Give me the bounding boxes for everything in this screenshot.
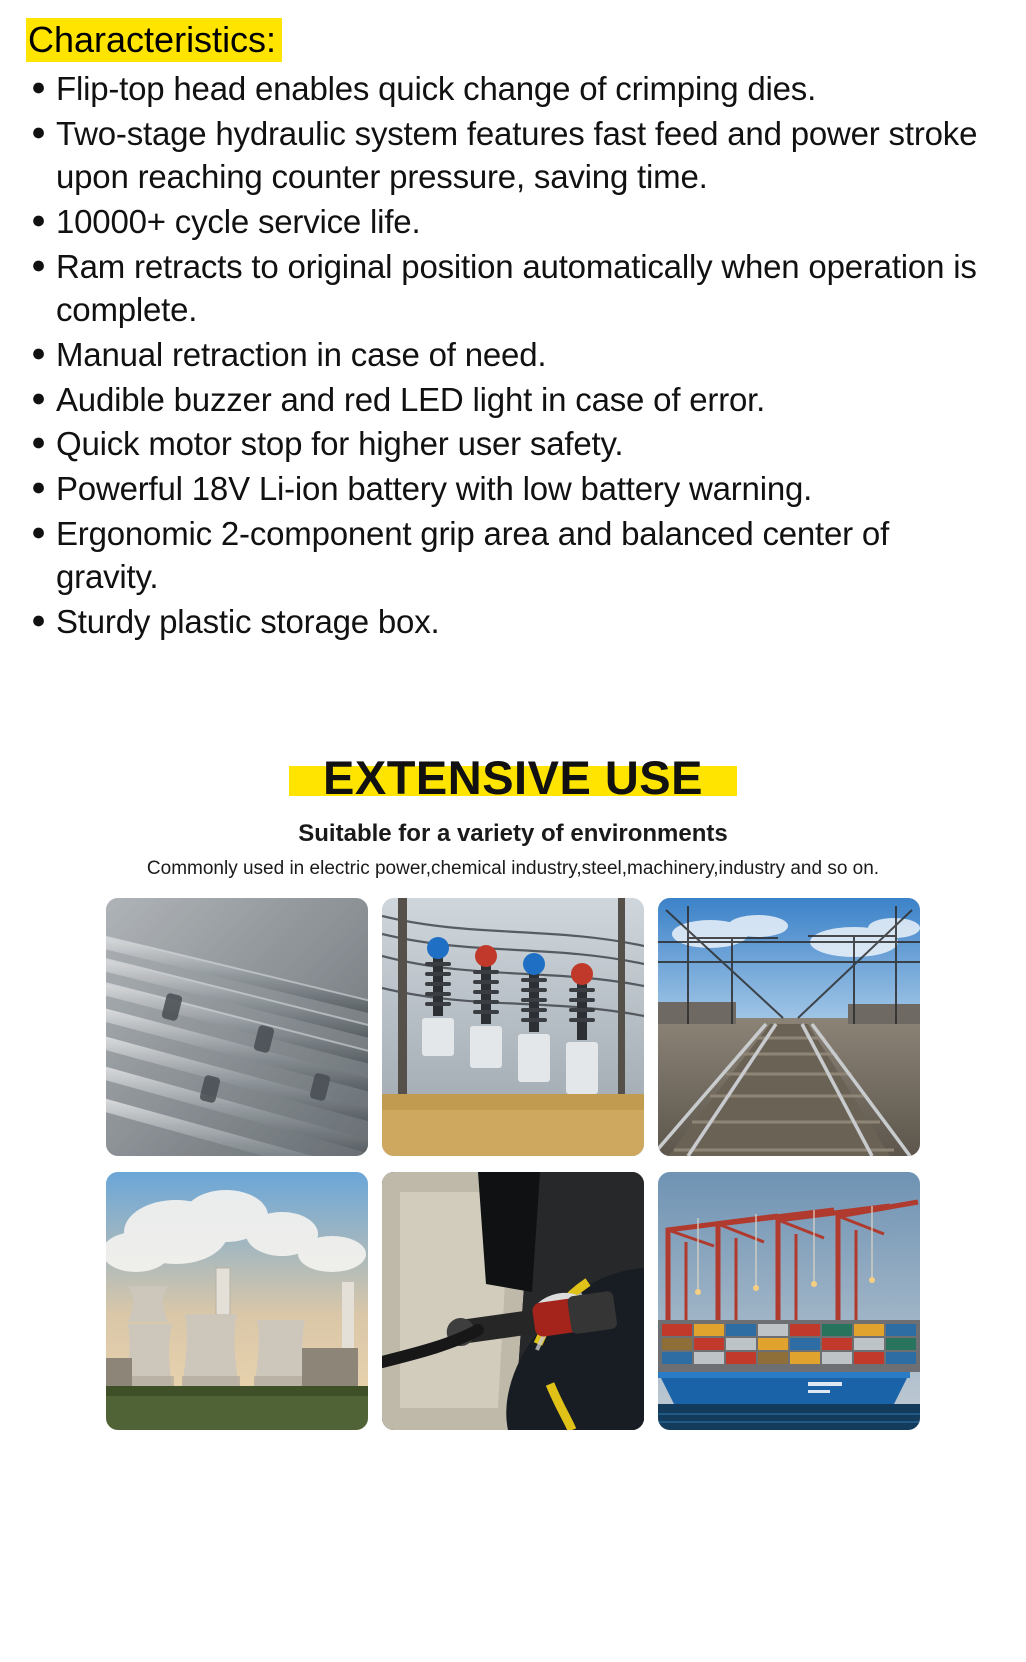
extensive-use-section: [0, 752, 1026, 1430]
list-item-text: Ram retracts to original position automatically when operation is complete.: [56, 247, 977, 328]
extensive-use-heading-wrap: [301, 752, 725, 805]
list-item-text: Ergonomic 2-component grip area and balanced center of gravity.: [56, 515, 890, 596]
bullet-icon: ●: [31, 473, 46, 502]
list-item: [26, 246, 1000, 332]
bullet-icon: ●: [31, 118, 46, 147]
bullet-icon: ●: [31, 73, 46, 102]
characteristics-list: [26, 68, 1000, 644]
list-item-text: Sturdy plastic storage box.: [56, 603, 440, 640]
power-plant-cooling-towers-photo: [106, 1172, 368, 1430]
worker-crimping-cable-photo: [382, 1172, 644, 1430]
characteristics-title: Characteristics:: [26, 18, 282, 62]
electrical-substation-insulators-photo: [382, 898, 644, 1156]
extensive-use-heading: EXTENSIVE USE: [323, 750, 703, 804]
bullet-icon: ●: [31, 205, 46, 234]
extensive-use-description: Commonly used in electric power,chemical industry,steel,machinery,industry and so on.: [146, 857, 880, 879]
list-item: [26, 334, 1000, 377]
list-item-text: Flip-top head enables quick change of crimping dies.: [56, 70, 817, 108]
list-item-text: 10000+ cycle service life.: [56, 202, 421, 240]
extensive-use-subheading: Suitable for a variety of environments: [298, 819, 728, 847]
list-item-text: Quick motor stop for higher user safety.: [56, 425, 624, 463]
galvanized-steel-pipes-photo: [106, 898, 368, 1156]
list-item-text: Audible buzzer and red LED light in case of error.: [56, 380, 766, 418]
list-item: [26, 201, 1000, 244]
list-item-text: Two-stage hydraulic system features fast feed and power stroke upon reaching counter pressure, saving time.: [56, 115, 978, 196]
list-item: [26, 513, 1000, 599]
bullet-icon: ●: [31, 338, 46, 367]
bullet-icon: ●: [31, 428, 46, 457]
bullet-icon: ●: [31, 518, 46, 547]
list-item: [26, 68, 1000, 111]
railway-tracks-photo: [658, 898, 920, 1156]
list-item: [26, 423, 1000, 466]
application-image-grid: [101, 898, 925, 1430]
characteristics-section: [0, 0, 1026, 644]
container-port-cranes-photo: [658, 1172, 920, 1430]
list-item-text: Powerful 18V Li-ion battery with low battery warning.: [56, 470, 813, 508]
list-item: [26, 468, 1000, 511]
list-item: [26, 379, 1000, 422]
bullet-icon: ●: [31, 250, 46, 279]
list-item: [26, 601, 1000, 644]
list-item: [26, 113, 1000, 199]
bullet-icon: ●: [31, 606, 46, 634]
list-item-text: Manual retraction in case of need.: [56, 335, 547, 373]
bullet-icon: ●: [31, 383, 46, 412]
